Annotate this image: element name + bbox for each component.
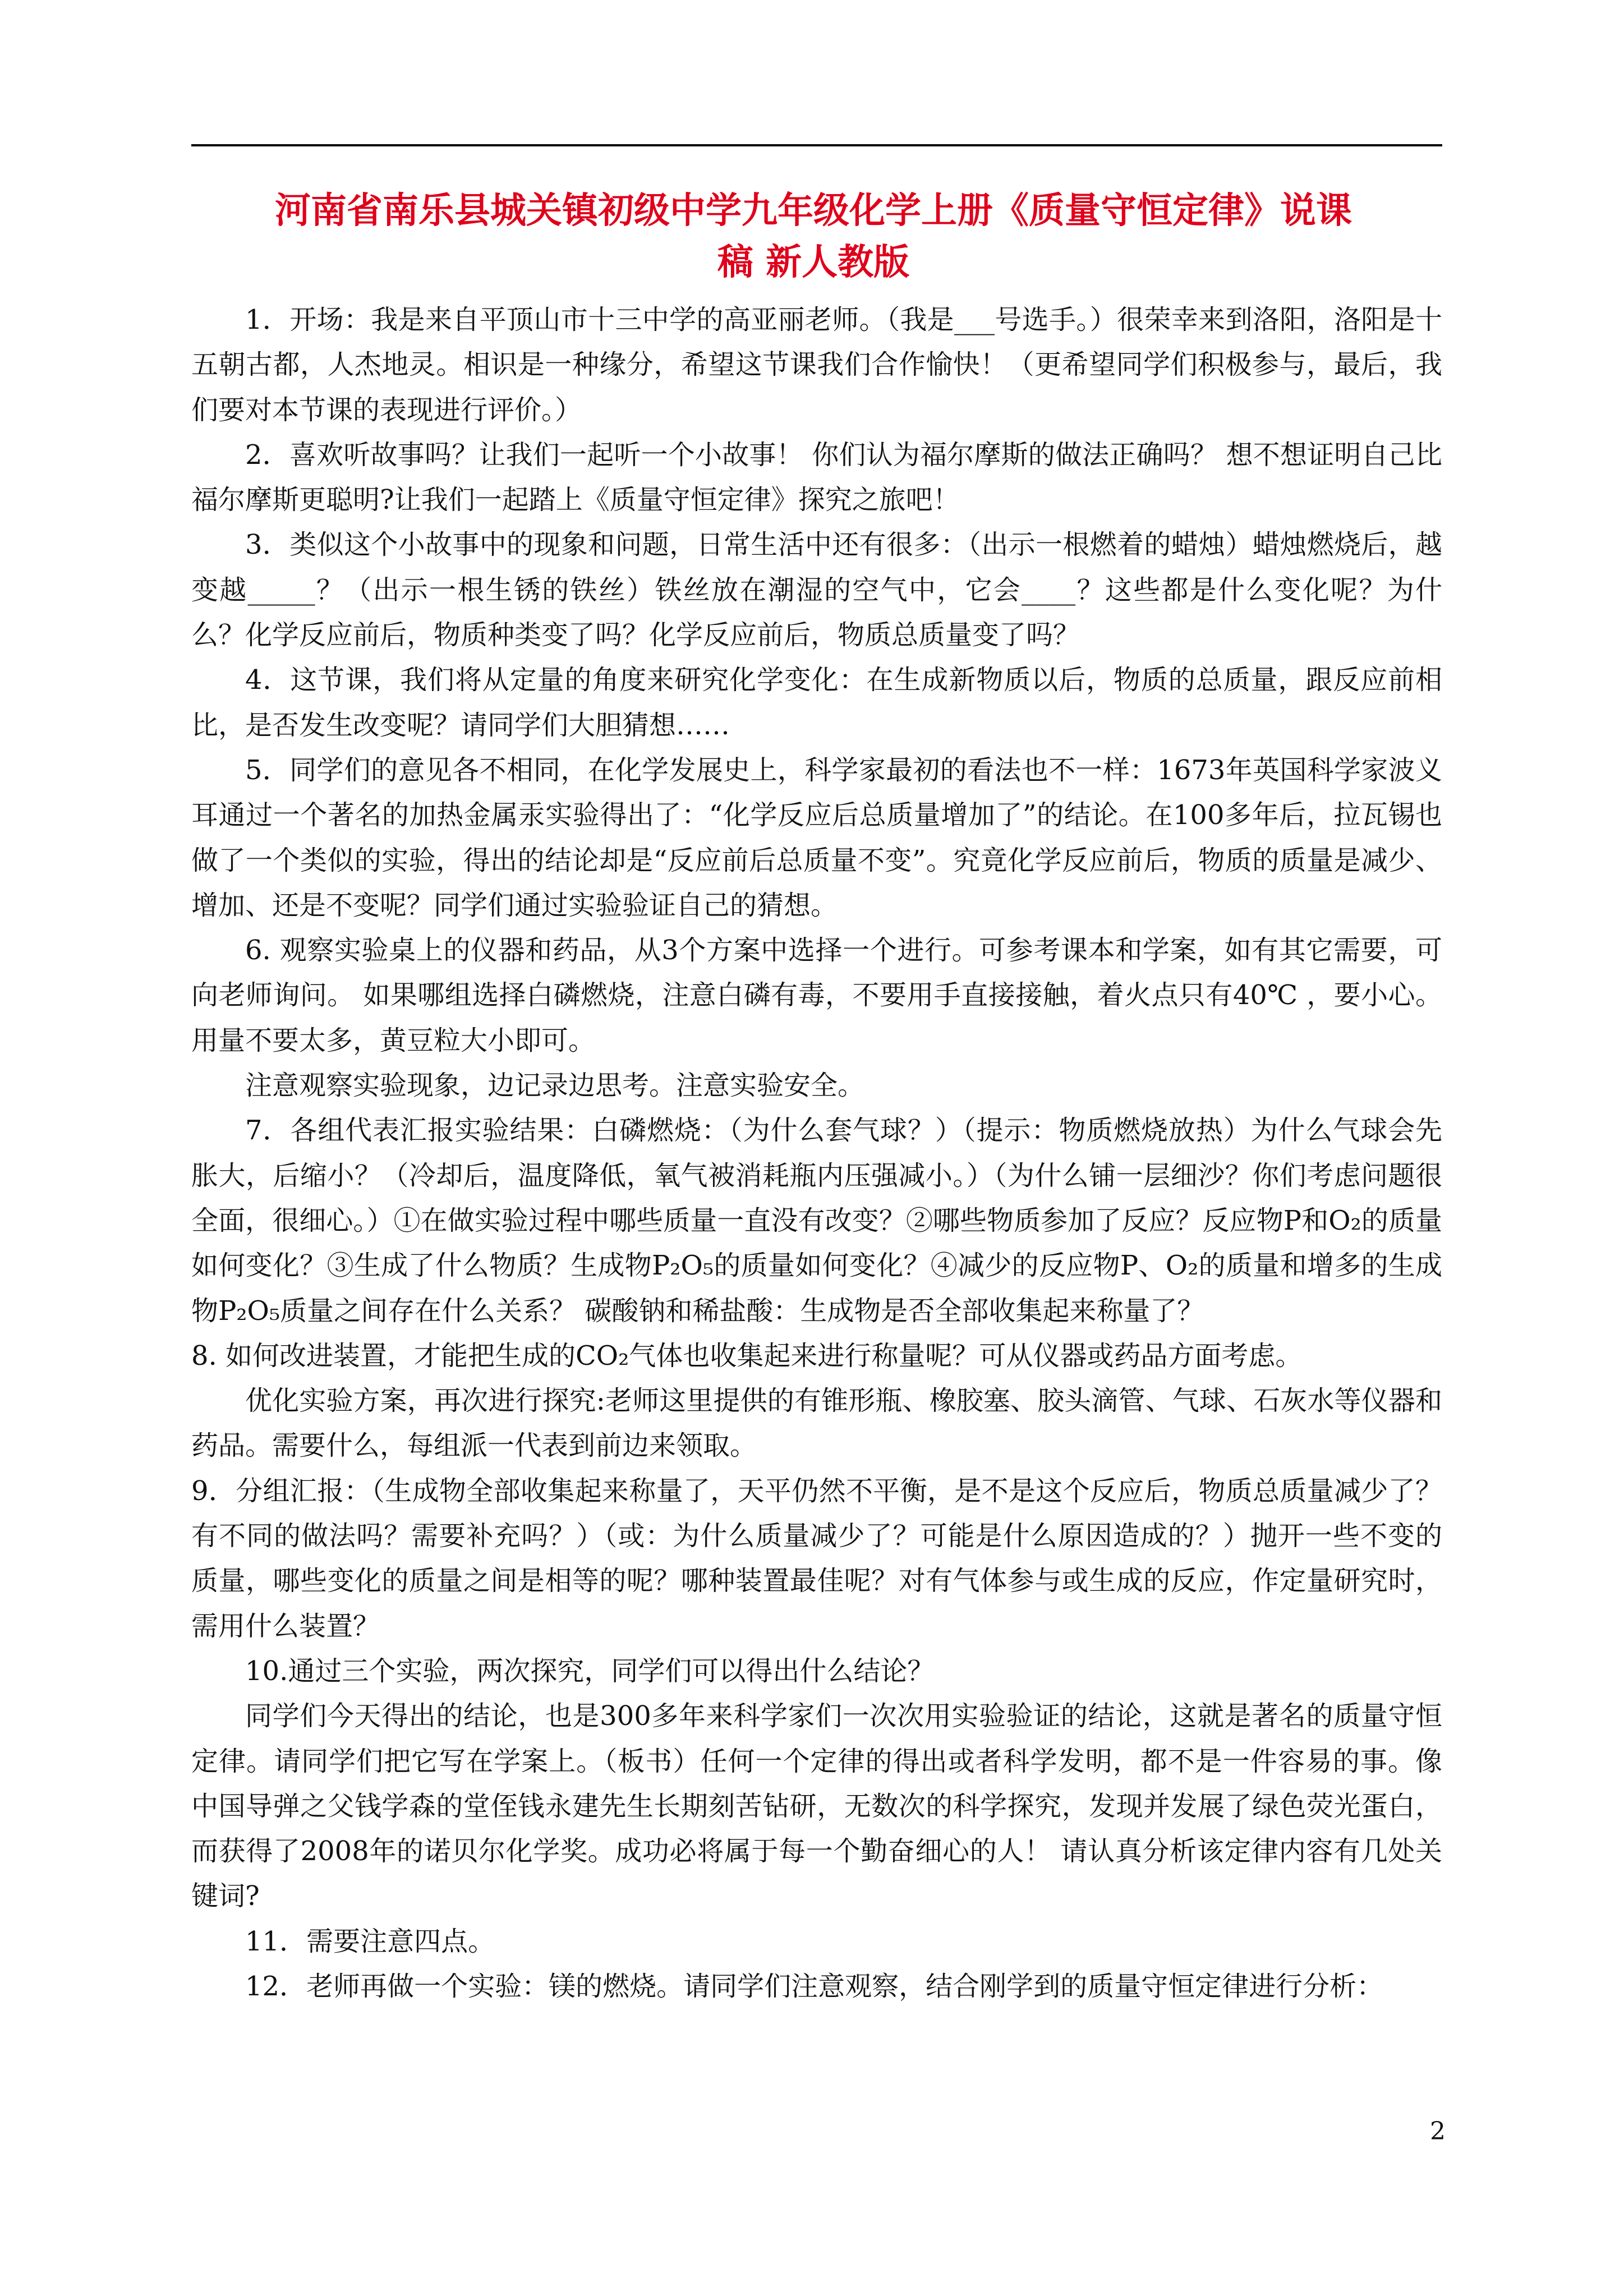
paragraph-2: 2．喜欢听故事吗？让我们一起听一个小故事！ 你们认为福尔摩斯的做法正确吗？ 想不想证明自己比福尔摩斯更聪明?让我们一起踏上《质量守恒定律》探究之旅吧！ — [191, 439, 1442, 516]
document-body — [191, 297, 1442, 2009]
title-line-1: 河南省南乐县城关镇初级中学九年级化学上册《质量守恒定律》说课 — [275, 190, 1352, 232]
paragraph-9: 9．分组汇报：（生成物全部收集起来称量了，天平仍然不平衡，是不是这个反应后，物质总质量减少了？有不同的做法吗？需要补充吗？）（或：为什么质量减少了？可能是什么原因造成的？）抛开一些不变的质量，哪些变化的质量之间是相等的呢？哪种装置最佳呢？对有气体参与或生成的反应，作定量研究时，需用什么装置？ — [191, 1475, 1442, 1642]
paragraph-12: 12．老师再做一个实验：镁的燃烧。请同学们注意观察，结合刚学到的质量守恒定律进行分析： — [245, 1970, 1384, 2002]
header-rule — [191, 144, 1442, 146]
paragraph-6: 6. 观察实验桌上的仪器和药品，从3个方案中选择一个进行。可参考课本和学案，如有其它需要，可向老师询问。 如果哪组选择白磷燃烧，注意白磷有毒，不要用手直接接触，着火点只有40℃ ，要小心。用量不要太多，黄豆粒大小即可。 — [191, 935, 1442, 1056]
paragraph-7: 7．各组代表汇报实验结果：白磷燃烧：（为什么套气球？）（提示：物质燃烧放热）为什么气球会先胀大，后缩小？（冷却后，温度降低，氧气被消耗瓶内压强减小。）（为什么铺一层细沙？你们考虑问题很全面，很细心。）①在做实验过程中哪些质量一直没有改变？②哪些物质参加了反应？反应物P和O₂的质量如何变化？③生成了什么物质？生成物P₂O₅的质量如何变化？④减少的反应物P、O₂的质量和增多的生成物P₂O₅质量之间存在什么关系？ 碳酸钠和稀盐酸：生成物是否全部收集起来称量了？ — [191, 1115, 1442, 1327]
paragraph-8-followup: 优化实验方案，再次进行探究:老师这里提供的有锥形瓶、橡胶塞、胶头滴管、气球、石灰水等仪器和药品。需要什么，每组派一代表到前边来领取。 — [191, 1385, 1442, 1462]
document-title — [168, 185, 1459, 288]
paragraph-4: 4．这节课，我们将从定量的角度来研究化学变化：在生成新物质以后，物质的总质量，跟反应前相比，是否发生改变呢？请同学们大胆猜想…… — [191, 664, 1442, 741]
title-line-2: 稿 新人教版 — [717, 241, 910, 283]
page-number: 2 — [1430, 2117, 1446, 2146]
paragraph-3: 3．类似这个小故事中的现象和问题，日常生活中还有很多：（出示一根燃着的蜡烛）蜡烛燃烧后，越变越_____？（出示一根生锈的铁丝）铁丝放在潮湿的空气中，它会____？这些都是什么变化呢？为什么？化学反应前后，物质种类变了吗？化学反应前后，物质总质量变了吗？ — [191, 529, 1442, 651]
paragraph-11: 11．需要注意四点。 — [245, 1925, 495, 1957]
paragraph-5: 5．同学们的意见各不相同，在化学发展史上，科学家最初的看法也不一样：1673年英国科学家波义耳通过一个著名的加热金属汞实验得出了：“化学反应后总质量增加了”的结论。在100多年后，拉瓦锡也做了一个类似的实验，得出的结论却是“反应前后总质量不变”。究竟化学反应前后，物质的质量是减少、增加、还是不变呢？同学们通过实验验证自己的猜想。 — [191, 754, 1442, 921]
paragraph-8: 8. 如何改进装置，才能把生成的CO₂气体也收集起来进行称量呢？可从仪器或药品方面考虑。 — [191, 1340, 1303, 1372]
paragraph-10-followup: 同学们今天得出的结论，也是300多年来科学家们一次次用实验验证的结论，这就是著名的质量守恒定律。请同学们把它写在学案上。（板书）任何一个定律的得出或者科学发明，都不是一件容易的事。像中国导弹之父钱学森的堂侄钱永建先生长期刻苦钻研，无数次的科学探究，发现并发展了绿色荧光蛋白，而获得了2008年的诺贝尔化学奖。成功必将属于每一个勤奋细心的人！ 请认真分析该定律内容有几处关键词? — [191, 1700, 1442, 1912]
paragraph-1: 1．开场：我是来自平顶山市十三中学的高亚丽老师。（我是___号选手。）很荣幸来到洛阳，洛阳是十五朝古都，人杰地灵。相识是一种缘分，希望这节课我们合作愉快！（更希望同学们积极参与，最后，我们要对本节课的表现进行评价。） — [191, 304, 1442, 426]
paragraph-10: 10.通过三个实验，两次探究，同学们可以得出什么结论？ — [245, 1655, 935, 1687]
paragraph-6-note: 注意观察实验现象，边记录边思考。注意实验安全。 — [245, 1070, 865, 1102]
